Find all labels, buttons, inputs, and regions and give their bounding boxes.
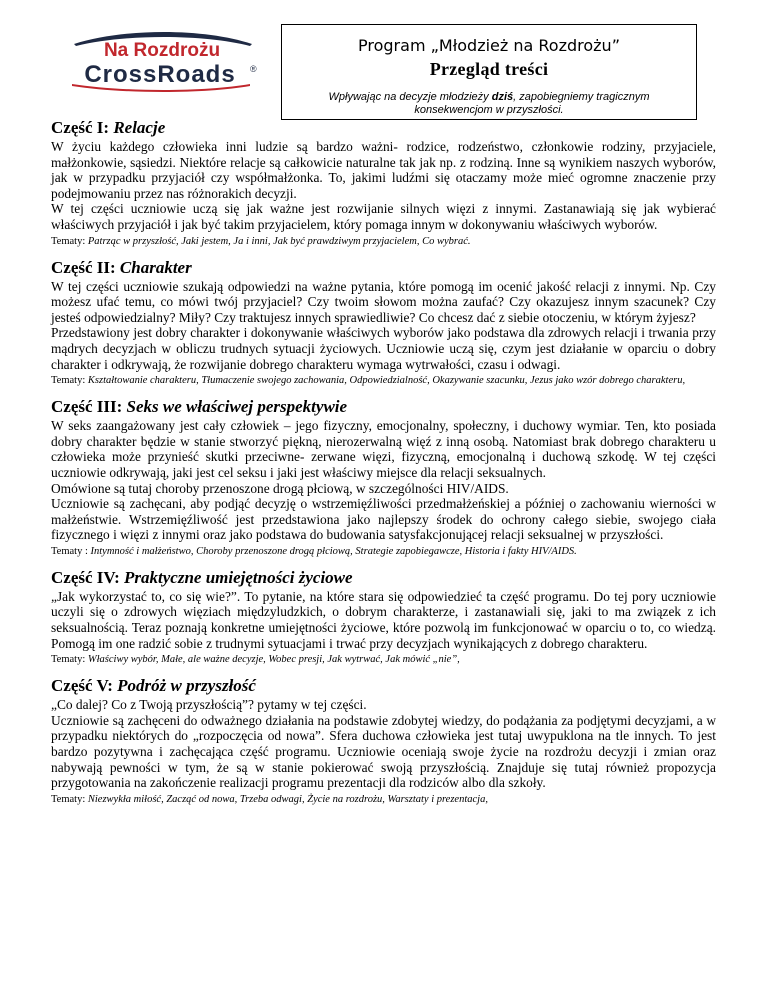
program-title: Program „Młodzież na Rozdrożu”: [358, 36, 620, 55]
header-box: [281, 24, 697, 120]
paragraph: W seks zaangażowany jest cały człowiek – jego fizyczny, emocjonalny, społeczny, i duchowy wymiar. Ten, kto posiada dobry charakter będzie w stanie stworzyć piękną, nierozerwalną więź z inną osobą. Natomiast brak dobrego charakteru u człowieka może przynieść skutki przeciwne- zerwane więzi, fizyczną, emocjonalną i duchową szkodę. W tej części uczniowie odkrywają, jaki jest cel seksu i jaki jest właściwy miejsce dla relacji seksualnych.: [51, 418, 716, 480]
tagline-end: , zapobiegniemy tragicznym konsekwencjom w przyszłości.: [414, 91, 650, 116]
paragraph: Omówione są tutaj choroby przenoszone drogą płciową, w szczególności HIV/AIDS.: [51, 480, 509, 496]
section-1: [51, 118, 716, 248]
topics-line: [51, 374, 716, 387]
topics-label: Tematy:: [51, 654, 88, 666]
section-heading: [51, 258, 716, 278]
crossroads-logo: [64, 32, 260, 92]
section-title: Charakter: [119, 257, 192, 277]
overview-subtitle: Przegląd treści: [429, 59, 549, 79]
topics-items: Niezwykła miłość, Zacząć od nowa, Trzeba odwagi, Życie na rozdrożu, Warsztaty i prezentacja,: [87, 793, 488, 805]
topics-line: [51, 235, 716, 248]
tagline-start: Wpływając na decyzje młodzieży: [328, 91, 492, 103]
tagline: [282, 91, 696, 117]
paragraph: W życiu każdego człowieka inni ludzie są bardzo ważni- rodzice, rodzeństwo, członkowie rodziny, przyjaciele, małżonkowie, sąsiedzi. Niektóre relacje są całkowicie naturalne tak jak np. z rodziną. Inne są wynikiem naszych wyborów, jak w przypadku przyjaciół czy współmałżonka. To, jakimi ludźmi się otaczamy może mieć ogromne znaczenie przy podejmowaniu przez nas różnorakich decyzji.: [51, 139, 716, 201]
section-3: [51, 397, 716, 558]
topics-items: Intymność i małżeństwo, Choroby przenoszone drogą płciową, Strategie zapobiegawcze, Historia i fakty HIV/AIDS.: [90, 545, 577, 557]
section-label: Część IV:: [51, 567, 125, 587]
section-heading: [51, 118, 716, 138]
topics-label: Tematy:: [51, 375, 88, 387]
section-label: Część I:: [51, 118, 114, 137]
topics-line: [51, 793, 716, 806]
logo-line1: Na Rozdrożu: [103, 40, 221, 61]
topics-label: Tematy:: [51, 235, 88, 247]
paragraph: Uczniowie są zachęcani, aby podjąć decyzję o wstrzemięźliwości przedmałżeńskiej a później o zachowaniu wierności w małżeństwie. Wstrzemięźliwość jest przedstawiona jako najlepszy środek do ochrony całego siebie, swojego ciała fizycznego i więzi z innymi oraz jako podstawa do budowania satysfakcjonującej relacji seksualnej w przyszłości.: [51, 496, 716, 543]
topics-line: [51, 653, 716, 666]
section-label: Część III:: [51, 397, 127, 417]
paragraph: W tej części uczniowie szukają odpowiedzi na ważne pytania, które pomogą im ocenić jakość relacji z innymi. Np. Czy możesz ufać temu, co mówi twój przyjaciel? Czy twoim słowom można zaufać? Czy okazujesz innym szacunek? Czy jesteś odpowiedzialny? Miły? Czy traktujesz innych sprawiedliwie? Co chcesz dać z siebie otoczeniu, w którym żyjesz?: [51, 278, 716, 325]
section-label: Część II:: [51, 257, 120, 277]
section-2: [51, 258, 716, 388]
paragraph: „Jak wykorzystać to, co się wie?”. To pytanie, na które stara się odpowiedzieć ta część programu. Do tej pory uczniowie uczyli się o zdrowych więziach międzyludzkich, o dobrym charakterze, i zastanawiali się, jaki to ma związek z ich seksualnością. Teraz poznają konkretne umiejętności życiowe, które pozwolą im funkcjonować w oparciu o to, co wiedzą. Pomogą im one radzić sobie z trudnymi sytuacjami i trwać przy decyzjach wynikających z dobrego charakteru.: [51, 588, 716, 651]
paragraph: Uczniowie są zachęceni do odważnego działania na podstawie zdobytej wiedzy, do podążania za podjętymi decyzjami, a w przypadku niektórych do „rozpoczęcia od nowa”. Sfera duchowa człowieka jest tutaj uwypuklona na tle innych. To jest bardzo pozytywna i zachęcająca część programu. Uczniowie oceniają swoje życie na rozdrożu decyzji i zmian oraz nabywają pewności w tym, że są w stanie pokierować swoją przyszłością. Znajduje się tutaj również propozycja przygotowania na zakończenie realizacji programu prezentacji dla rodziców albo dla szkoły.: [51, 712, 716, 791]
topics-line: [51, 545, 716, 558]
section-heading: [51, 397, 716, 417]
section-4: [51, 568, 716, 666]
paragraph: „Co dalej? Co z Twoją przyszłością”? pytamy w tej części.: [51, 697, 367, 713]
section-title: Podróż w przyszłość: [117, 676, 256, 696]
tagline-bold: dziś: [491, 91, 514, 103]
topics-label: Tematy:: [51, 793, 88, 805]
topics-label: Tematy :: [51, 545, 91, 557]
section-heading: [51, 676, 716, 696]
section-heading: [51, 568, 716, 588]
paragraph: Przedstawiony jest dobry charakter i dokonywanie właściwych wyborów jako podstawa dla zdrowych relacji i trwania przy mądrych decyzjach w obliczu trudnych sytuacji życiowych. Uczniowie uczą się, czym jest działanie w oparciu o dobry charakter i odkrywają, że rozwijanie dobrego charakteru wymaga wytrwałości, czasu i odwagi.: [51, 325, 716, 372]
section-title: Relacje: [113, 118, 166, 137]
section-label: Część V:: [51, 676, 118, 696]
section-title: Seks we właściwej perspektywie: [126, 397, 348, 417]
topics-items: Kształtowanie charakteru, Tłumaczenie swojego zachowania, Odpowiedzialność, Okazywanie szacunku, Jezus jako wzór dobrego charakteru,: [87, 375, 686, 387]
topics-items: Patrząc w przyszłość, Jaki jestem, Ja i inni, Jak być prawdziwym przyjacielem, Co wybrać.: [87, 235, 471, 247]
section-5: [51, 676, 716, 806]
logo-registered: ®: [250, 64, 257, 74]
topics-items: Właściwy wybór, Małe, ale ważne decyzje, Wobec presji, Jak wytrwać, Jak mówić „nie”,: [87, 654, 460, 666]
section-title: Praktyczne umiejętności życiowe: [124, 567, 353, 587]
paragraph: W tej części uczniowie uczą się jak ważne jest rozwijanie silnych więzi z innymi. Zastanawiają się jak wybierać właściwych przyjaciół i jak być takim przyjacielem, który pomaga innym w dokonywaniu właściwych wyborów.: [51, 201, 716, 232]
logo-line2: CrossRoads: [84, 61, 236, 88]
content: [51, 118, 716, 816]
